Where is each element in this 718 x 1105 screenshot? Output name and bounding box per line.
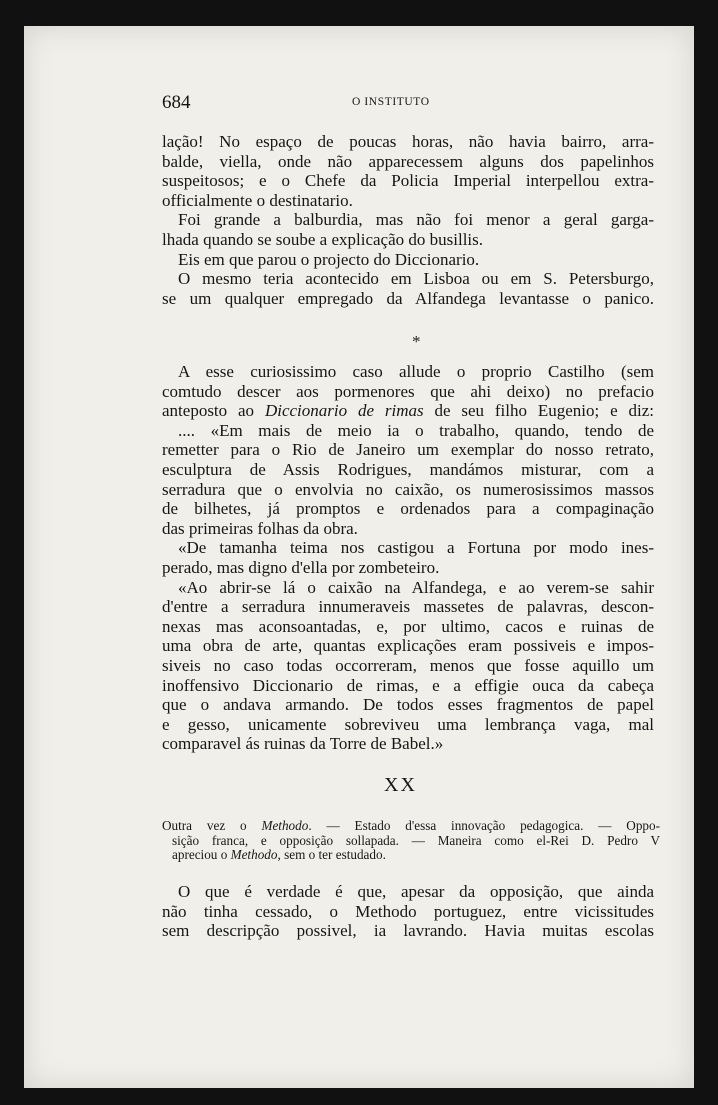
text-line: se um qualquer empregado da Alfandega levantasse o panico. (162, 288, 654, 308)
italic-term: Methodo (261, 818, 309, 833)
summary-line (162, 848, 660, 863)
chapter-number: XX (384, 774, 417, 796)
text-run: de seu filho Eugenio; e diz: (423, 401, 654, 421)
chapter-summary (162, 819, 660, 863)
text-line: sem descripção possivel, ia lavrando. Havia muitas escolas (162, 921, 654, 941)
text-run: Outra vez o (162, 818, 262, 833)
paragraph-group-1 (162, 132, 654, 308)
text-run: . — Estado d'essa innovação pedagogica. — Oppo- (308, 818, 660, 833)
text-line: Foi grande a balburdia, mas não foi menor a geral garga- (178, 210, 654, 230)
text-line: comparavel ás ruinas da Torre de Babel.» (162, 734, 444, 754)
text-line: lação! No espaço de poucas horas, não havia bairro, arra- (162, 132, 654, 151)
text-line: O mesmo teria acontecido em Lisboa ou em S. Petersburgo, (178, 269, 654, 289)
text-line: O que é verdade é que, apesar da opposição, que ainda (178, 882, 654, 901)
text-line: «De tamanha teima nos castigou a Fortuna por modo ines- (178, 538, 654, 558)
page-header (162, 92, 642, 118)
text-line: balde, viella, onde não apparecessem alguns dos papelinhos (162, 151, 654, 171)
summary-line: sição franca, e opposição sollapada. — Maneira como el-Rei D. Pedro V (172, 832, 660, 848)
running-title: O INSTITUTO (352, 96, 430, 108)
text-run: , sem o ter estudado. (277, 847, 386, 863)
text-line: esculptura de Assis Rodrigues, mandámos misturar, com a (162, 459, 654, 479)
text-run: anteposto ao (162, 401, 265, 421)
summary-line (162, 819, 660, 834)
page-number: 684 (162, 92, 191, 113)
text-line: das primeiras folhas da obra. (162, 518, 358, 538)
text-line: serradura que o envolvia no caixão, os numerosissimos massos (162, 479, 654, 499)
text-line: perado, mas digno d'ella por zombeteiro. (162, 557, 440, 577)
text-run: apreciou o (172, 847, 231, 863)
text-line: officialmente o destinatario. (162, 190, 353, 210)
text-line: d'entre a serradura innumeraveis massetes de palavras, descon- (162, 597, 654, 617)
text-line-with-italic (162, 401, 654, 421)
text-line: nexas mas aconsoantadas, e, por ultimo, cacos e ruinas de (162, 616, 654, 636)
text-line: de bilhetes, já promptos e ordenados para a compaginação (162, 499, 654, 519)
text-line: Eis em que parou o projecto do Diccionario. (178, 249, 480, 269)
text-line: não tinha cessado, o Methodo portuguez, entre vicissitudes (162, 901, 654, 921)
text-line: remetter para o Rio de Janeiro um exemplar do nosso retrato, (162, 440, 654, 460)
text-line: que o andava armando. De todos esses fragmentos de papel (162, 695, 654, 715)
text-line: .... «Em mais de meio ia o trabalho, quando, tendo de (178, 420, 654, 440)
text-line: uma obra de arte, quantas explicações eram possiveis e impos- (162, 636, 654, 656)
text-line: siveis no caso todas occorreram, menos que fosse aquillo um (162, 655, 654, 675)
text-line: inoffensivo Diccionario de rimas, e a effigie ouca da cabeça (162, 675, 654, 695)
paragraph-group-2 (162, 362, 654, 754)
text-line: comtudo descer aos pormenores que ahi deixo) no prefacio (162, 381, 654, 401)
italic-title: Diccionario de rimas (264, 401, 424, 421)
text-line: lhada quando se soube a explicação do busillis. (162, 229, 484, 249)
section-separator: * (412, 332, 421, 351)
text-line: «Ao abrir-se lá o caixão na Alfandega, e ao verem-se sahir (178, 577, 654, 597)
text-line: suspeitosos; e o Chefe da Policia Imperial interpellou extra- (162, 171, 654, 191)
text-line: A esse curiosissimo caso allude o proprio Castilho (sem (178, 362, 654, 381)
book-page (24, 26, 694, 1088)
italic-term: Methodo (230, 847, 278, 863)
text-line: e gesso, unicamente sobreviveu uma lembrança vaga, mal (162, 714, 654, 734)
paragraph-group-3 (162, 882, 654, 941)
